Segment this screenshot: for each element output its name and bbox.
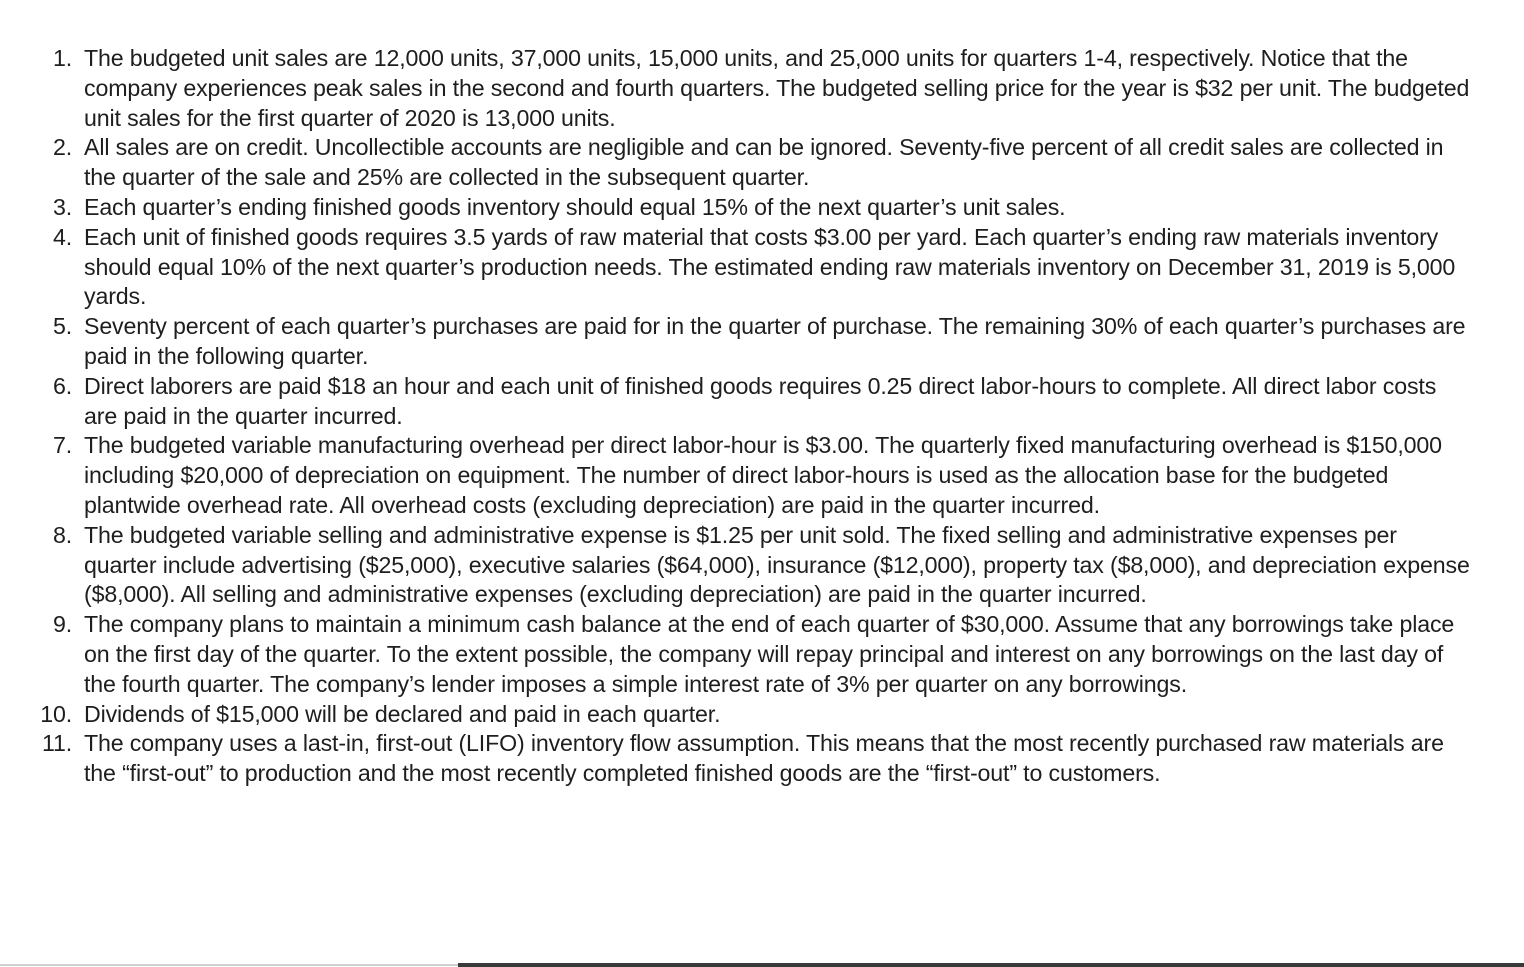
list-item <box>0 223 1470 312</box>
item-text: The company uses a last-in, first-out (LIFO) inventory flow assumption. This means that the most recently purchased raw materials are the “first-out” to production and the most recently completed finished goods are the “first-out” to customers. <box>84 730 1444 787</box>
item-number: 5. <box>52 313 72 340</box>
item-text: The company plans to maintain a minimum cash balance at the end of each quarter of $30,000. Assume that any borrowings take place on the first day of the quarter. To the extent possible, the company will repay principal and interest on any borrowings on the last day of the fourth quarter. The company’s lender imposes a simple interest rate of 3% per quarter on any borrowings. <box>84 611 1455 697</box>
list-item <box>0 193 1470 223</box>
list-item <box>0 610 1470 699</box>
item-number: 1. <box>52 45 72 71</box>
list-item <box>0 729 1470 789</box>
list-item <box>0 372 1470 432</box>
item-number: 2. <box>52 134 72 161</box>
item-number: 11. <box>41 730 72 757</box>
item-number: 7. <box>52 432 72 459</box>
assumptions-list <box>0 44 1470 789</box>
item-text: Each quarter’s ending finished goods inventory should equal 15% of the next quarter’s unit sales. <box>84 193 1066 220</box>
list-item <box>0 44 1470 133</box>
item-text: The budgeted variable manufacturing overhead per direct labor-hour is $3.00. The quarterly fixed manufacturing overhead is $150,000 including $20,000 of depreciation on equipment. The number of direct labor-hours is used as the allocation base for the budgeted plantwide overhead rate. All overhead costs (excluding depreciation) are paid in the quarter incurred. <box>84 432 1442 518</box>
item-text: The budgeted variable selling and administrative expense is $1.25 per unit sold. The fixed selling and administrative expenses per quarter include advertising ($25,000), executive salaries ($64,000), insurance ($12,000), property tax ($8,000), and depreciation expense ($8,000). All selling and administrative expenses (excluding depreciation) are paid in the quarter incurred. <box>84 521 1470 608</box>
item-number: 6. <box>52 372 72 399</box>
item-number: 10. <box>40 700 72 727</box>
item-text: Each unit of finished goods requires 3.5 yards of raw material that costs $3.00 per yard. Each quarter’s ending raw materials inventory should equal 10% of the next quarter’s production needs. The estimated ending raw materials inventory on December 31, 2019 is 5,000 yards. <box>84 223 1456 310</box>
item-text: Seventy percent of each quarter’s purchases are paid for in the quarter of purchase. The remaining 30% of each quarter’s purchases are paid in the following quarter. <box>84 313 1466 369</box>
list-item <box>0 700 1470 730</box>
item-number: 8. <box>52 521 72 548</box>
item-number: 4. <box>52 223 72 250</box>
list-item <box>0 312 1470 372</box>
item-number: 3. <box>52 193 72 220</box>
item-text: Direct laborers are paid $18 an hour and each unit of finished goods requires 0.25 direct labor-hours to complete. All direct labor costs are paid in the quarter incurred. <box>84 372 1437 429</box>
item-number: 9. <box>52 611 72 638</box>
list-item <box>0 431 1470 520</box>
item-text: Dividends of $15,000 will be declared and paid in each quarter. <box>84 700 721 727</box>
list-item <box>0 521 1470 610</box>
bottom-divider-light <box>0 964 458 966</box>
item-text: The budgeted unit sales are 12,000 units, 37,000 units, 15,000 units, and 25,000 units for quarters 1-4, respectively. Notice that the company experiences peak sales in the second and fourth quarters. The budgeted selling price for the year is $32 per unit. The budgeted unit sales for the first quarter of 2020 is 13,000 units. <box>84 45 1470 131</box>
list-item <box>0 133 1470 193</box>
item-text: All sales are on credit. Uncollectible accounts are negligible and can be ignored. Seventy-five percent of all credit sales are collected in the quarter of the sale and 25% are collected in the subsequent quarter. <box>84 134 1444 191</box>
bottom-divider-dark <box>458 963 1524 967</box>
